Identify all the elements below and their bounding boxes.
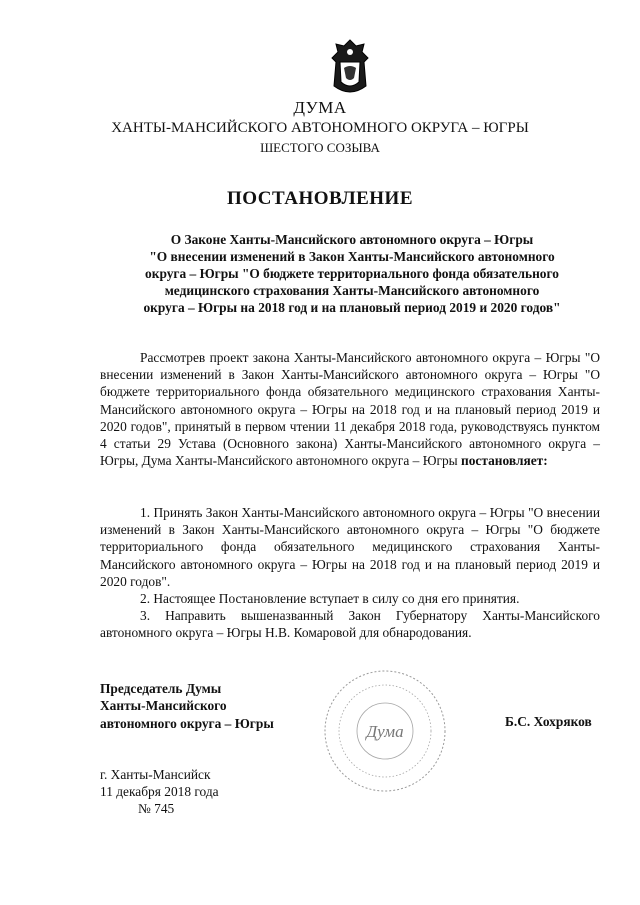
- preamble: [100, 349, 600, 469]
- position-line: Председатель Думы: [100, 681, 222, 696]
- position-line: автономного округа – Югры: [100, 715, 274, 731]
- signatory-name: Б.С. Хохряков: [505, 714, 592, 729]
- subject-line: округа – Югры на 2018 год и на плановый период 2019 и 2020 годов": [143, 300, 561, 315]
- coat-of-arms-emblem: [326, 38, 374, 98]
- preamble-text: Рассмотрев проект закона Ханты-Мансийского автономного округа – Югры "О внесении изменений в Закон Ханты-Мансийского автономного округа – Югры "О бюджете территориального фонда обязательного медицинского страхования Ханты-Мансийского автономного округа – Югры на 2018 год и на плановый период 2019 и 2020 годов", принятый в первом чтении 11 декабря 2018 года, руководствуясь пунктом 4 статьи 29 Устава (Основного закона) Ханты-Мансийского автономного округа – Югры, Дума Ханты-Мансийского автономного округа – Югры: [100, 350, 600, 469]
- resolution-items: [100, 504, 600, 642]
- document-number: № 745: [138, 801, 175, 817]
- org-region: ХАНТЫ-МАНСИЙСКОГО АВТОНОМНОГО ОКРУГА – ЮГРЫ: [111, 120, 529, 136]
- subject-line: "О внесении изменений в Закон Ханты-Мансийского автономного: [149, 249, 555, 264]
- resolution-item: 3. Направить вышеназванный Закон Губернатору Ханты-Мансийского автономного округа – Югры Н.В. Комаровой для обнародования.: [100, 608, 600, 641]
- official-stamp: [320, 666, 450, 796]
- document-footer: [100, 766, 219, 818]
- document-type: ПОСТАНОВЛЕНИЕ: [226, 188, 414, 209]
- subject-line: округа – Югры "О бюджете территориального фонда обязательного: [145, 266, 559, 281]
- subject-line: О Законе Ханты-Мансийского автономного округа – Югры: [170, 232, 534, 247]
- svg-text:Дума: Дума: [366, 722, 404, 741]
- preamble-resolution: постановляет:: [461, 453, 548, 469]
- document-subject: [118, 231, 586, 316]
- resolution-item: 1. Принять Закон Ханты-Мансийского автономного округа – Югры "О внесении изменений в Закон Ханты-Мансийского автономного округа – Югры "О бюджете территориального фонда обязательного медицинского страхования Ханты-Мансийского автономного округа – Югры на 2018 год и на плановый период 2019 и 2020 годов".: [100, 505, 600, 589]
- city: г. Ханты-Мансийск: [100, 767, 211, 782]
- signatory-position: [100, 680, 274, 732]
- subject-line: медицинского страхования Ханты-Мансийского автономного: [164, 283, 540, 298]
- convocation: ШЕСТОГО СОЗЫВА: [260, 140, 380, 155]
- date: 11 декабря 2018 года: [100, 784, 219, 800]
- resolution-item: 2. Настоящее Постановление вступает в силу со дня его принятия.: [140, 591, 520, 607]
- org-title: ДУМА: [293, 98, 347, 117]
- position-line: Ханты-Мансийского: [100, 698, 227, 714]
